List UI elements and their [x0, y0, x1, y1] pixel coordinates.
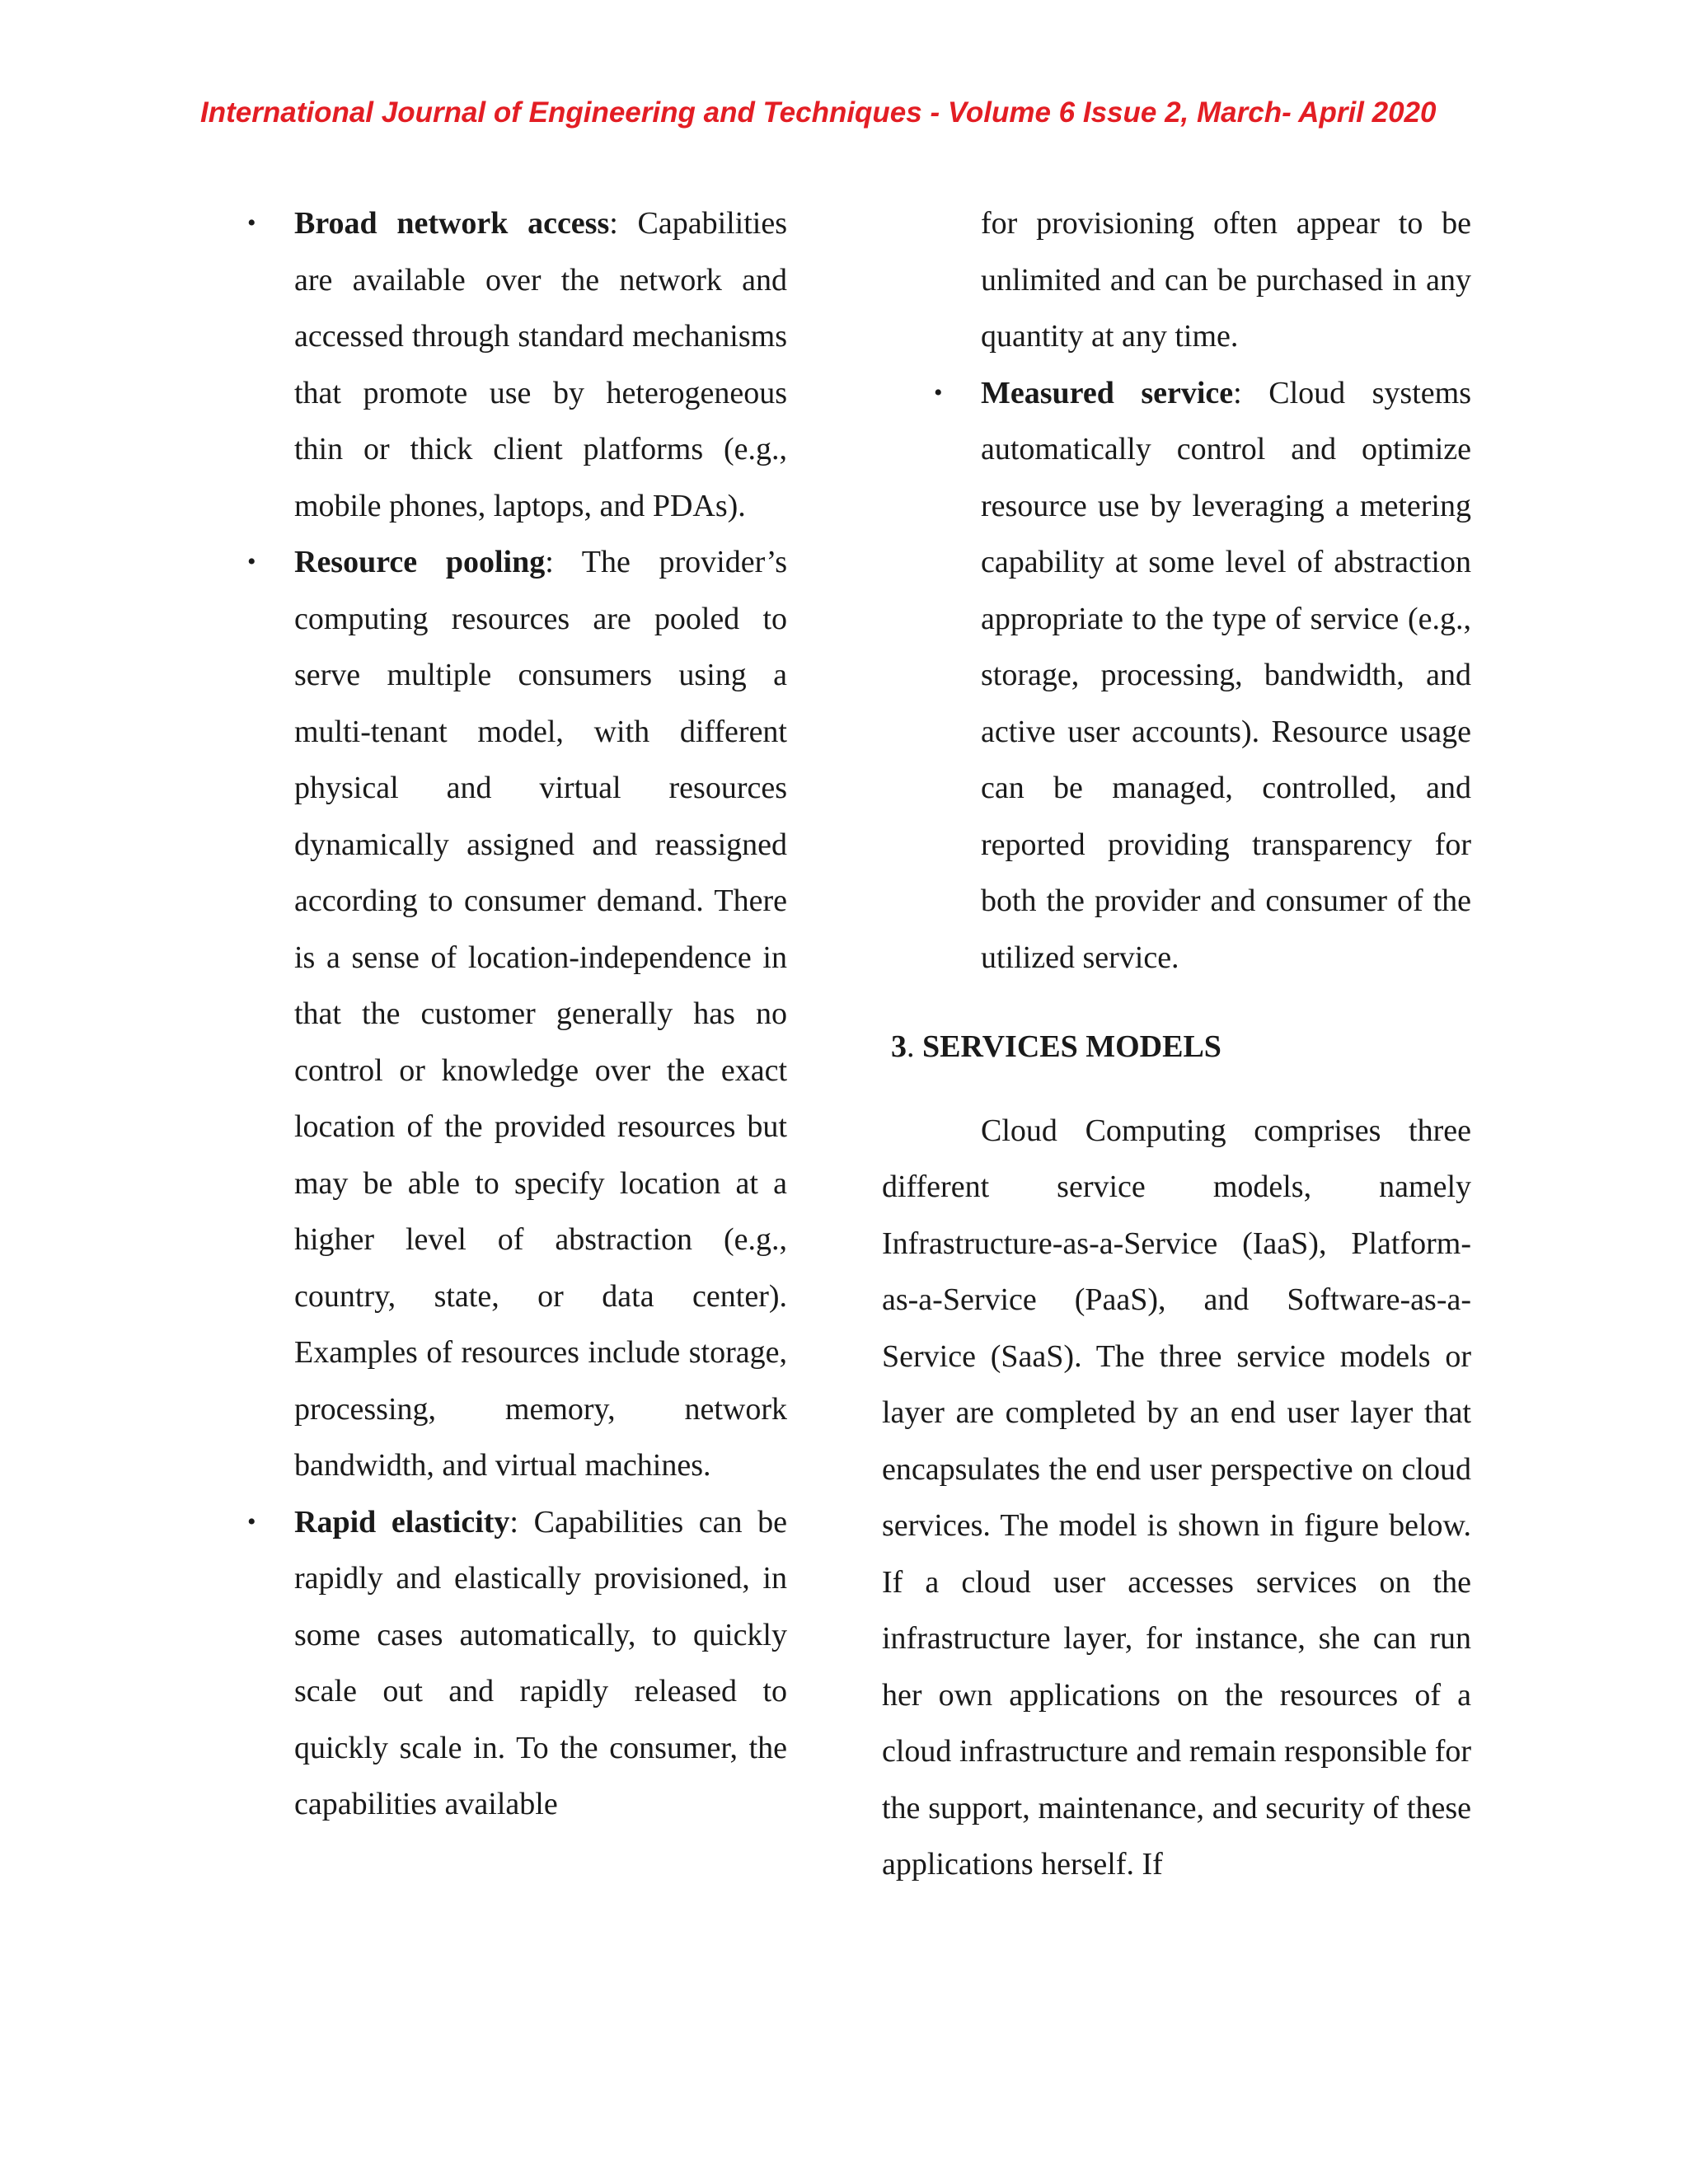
bullet-measured-service: [981, 365, 1471, 987]
section-heading: [891, 1019, 1471, 1076]
bullet-text: : Capabilities can be rapidly and elastically provisioned, in some cases automatically, to quickly scale out and rapidly released to quickly scale in. To the consumer, the capabilities available: [294, 1504, 787, 1821]
bullet-resource-pooling: [294, 534, 787, 1494]
section-number: 3: [891, 1029, 907, 1064]
bullet-text: : The provider’s computing resources are pooled to serve multiple consumers using a multi-tenant model, with different physical and virtual resources dynamically assigned and reassigned according to consumer demand. There is a sense of location-independence in that the customer generally has no control or knowledge over the exact location of the provided resources but may be able to specify location at a higher level of abstraction (e.g., country, state, or data center). Examples of resources include storage, processing, memory, network bandwidth, and virtual machines.: [294, 545, 787, 1483]
section-title: SERVICES MODELS: [914, 1029, 1221, 1064]
right-column: [882, 195, 1471, 1893]
section-separator: .: [907, 1029, 915, 1064]
bullet-term: Rapid elasticity: [294, 1504, 510, 1540]
bullet-rapid-elasticity: [294, 1494, 787, 1833]
bullet-broad-network-access: [294, 195, 787, 534]
bullet-term: Resource pooling: [294, 545, 546, 579]
body-paragraph: Cloud Computing comprises three different service models, namely Infrastructure-as-a-Service (IaaS), Platform-as-a-Service (PaaS), and Software-as-a-Service (SaaS). The three service models or layer are completed by an end user layer that encapsulates the end user perspective on cloud services. The model is shown in figure below. If a cloud user accesses services on the infrastructure layer, for instance, she can run her own applications on the resources of a cloud infrastructure and remain responsible for the support, maintenance, and security of these applications herself. If: [882, 1113, 1471, 1882]
bullet-text: : Cloud systems automatically control and optimize resource use by leveraging a metering capability at some level of abstraction appropriate to the type of service (e.g., storage, processing, bandwidth, and active user accounts). Resource usage can be managed, controlled, and reported providing transparency for both the provider and consumer of the utilized service.: [981, 375, 1471, 975]
running-header: International Journal of Engineering and Techniques - Volume 6 Issue 2, March- April 2020: [200, 96, 1437, 129]
continued-bullet-text: for provisioning often appear to be unlimited and can be purchased in any quantity at any time.: [981, 206, 1471, 354]
bullet-text: : Capabilities are available over the network and accessed through standard mechanisms that promote use by heterogeneous thin or thick client platforms (e.g., mobile phones, laptops, and PDAs).: [294, 206, 788, 523]
left-column: [247, 195, 787, 1833]
bullet-term: Broad network access: [294, 206, 610, 241]
bullet-term: Measured service: [981, 375, 1234, 410]
